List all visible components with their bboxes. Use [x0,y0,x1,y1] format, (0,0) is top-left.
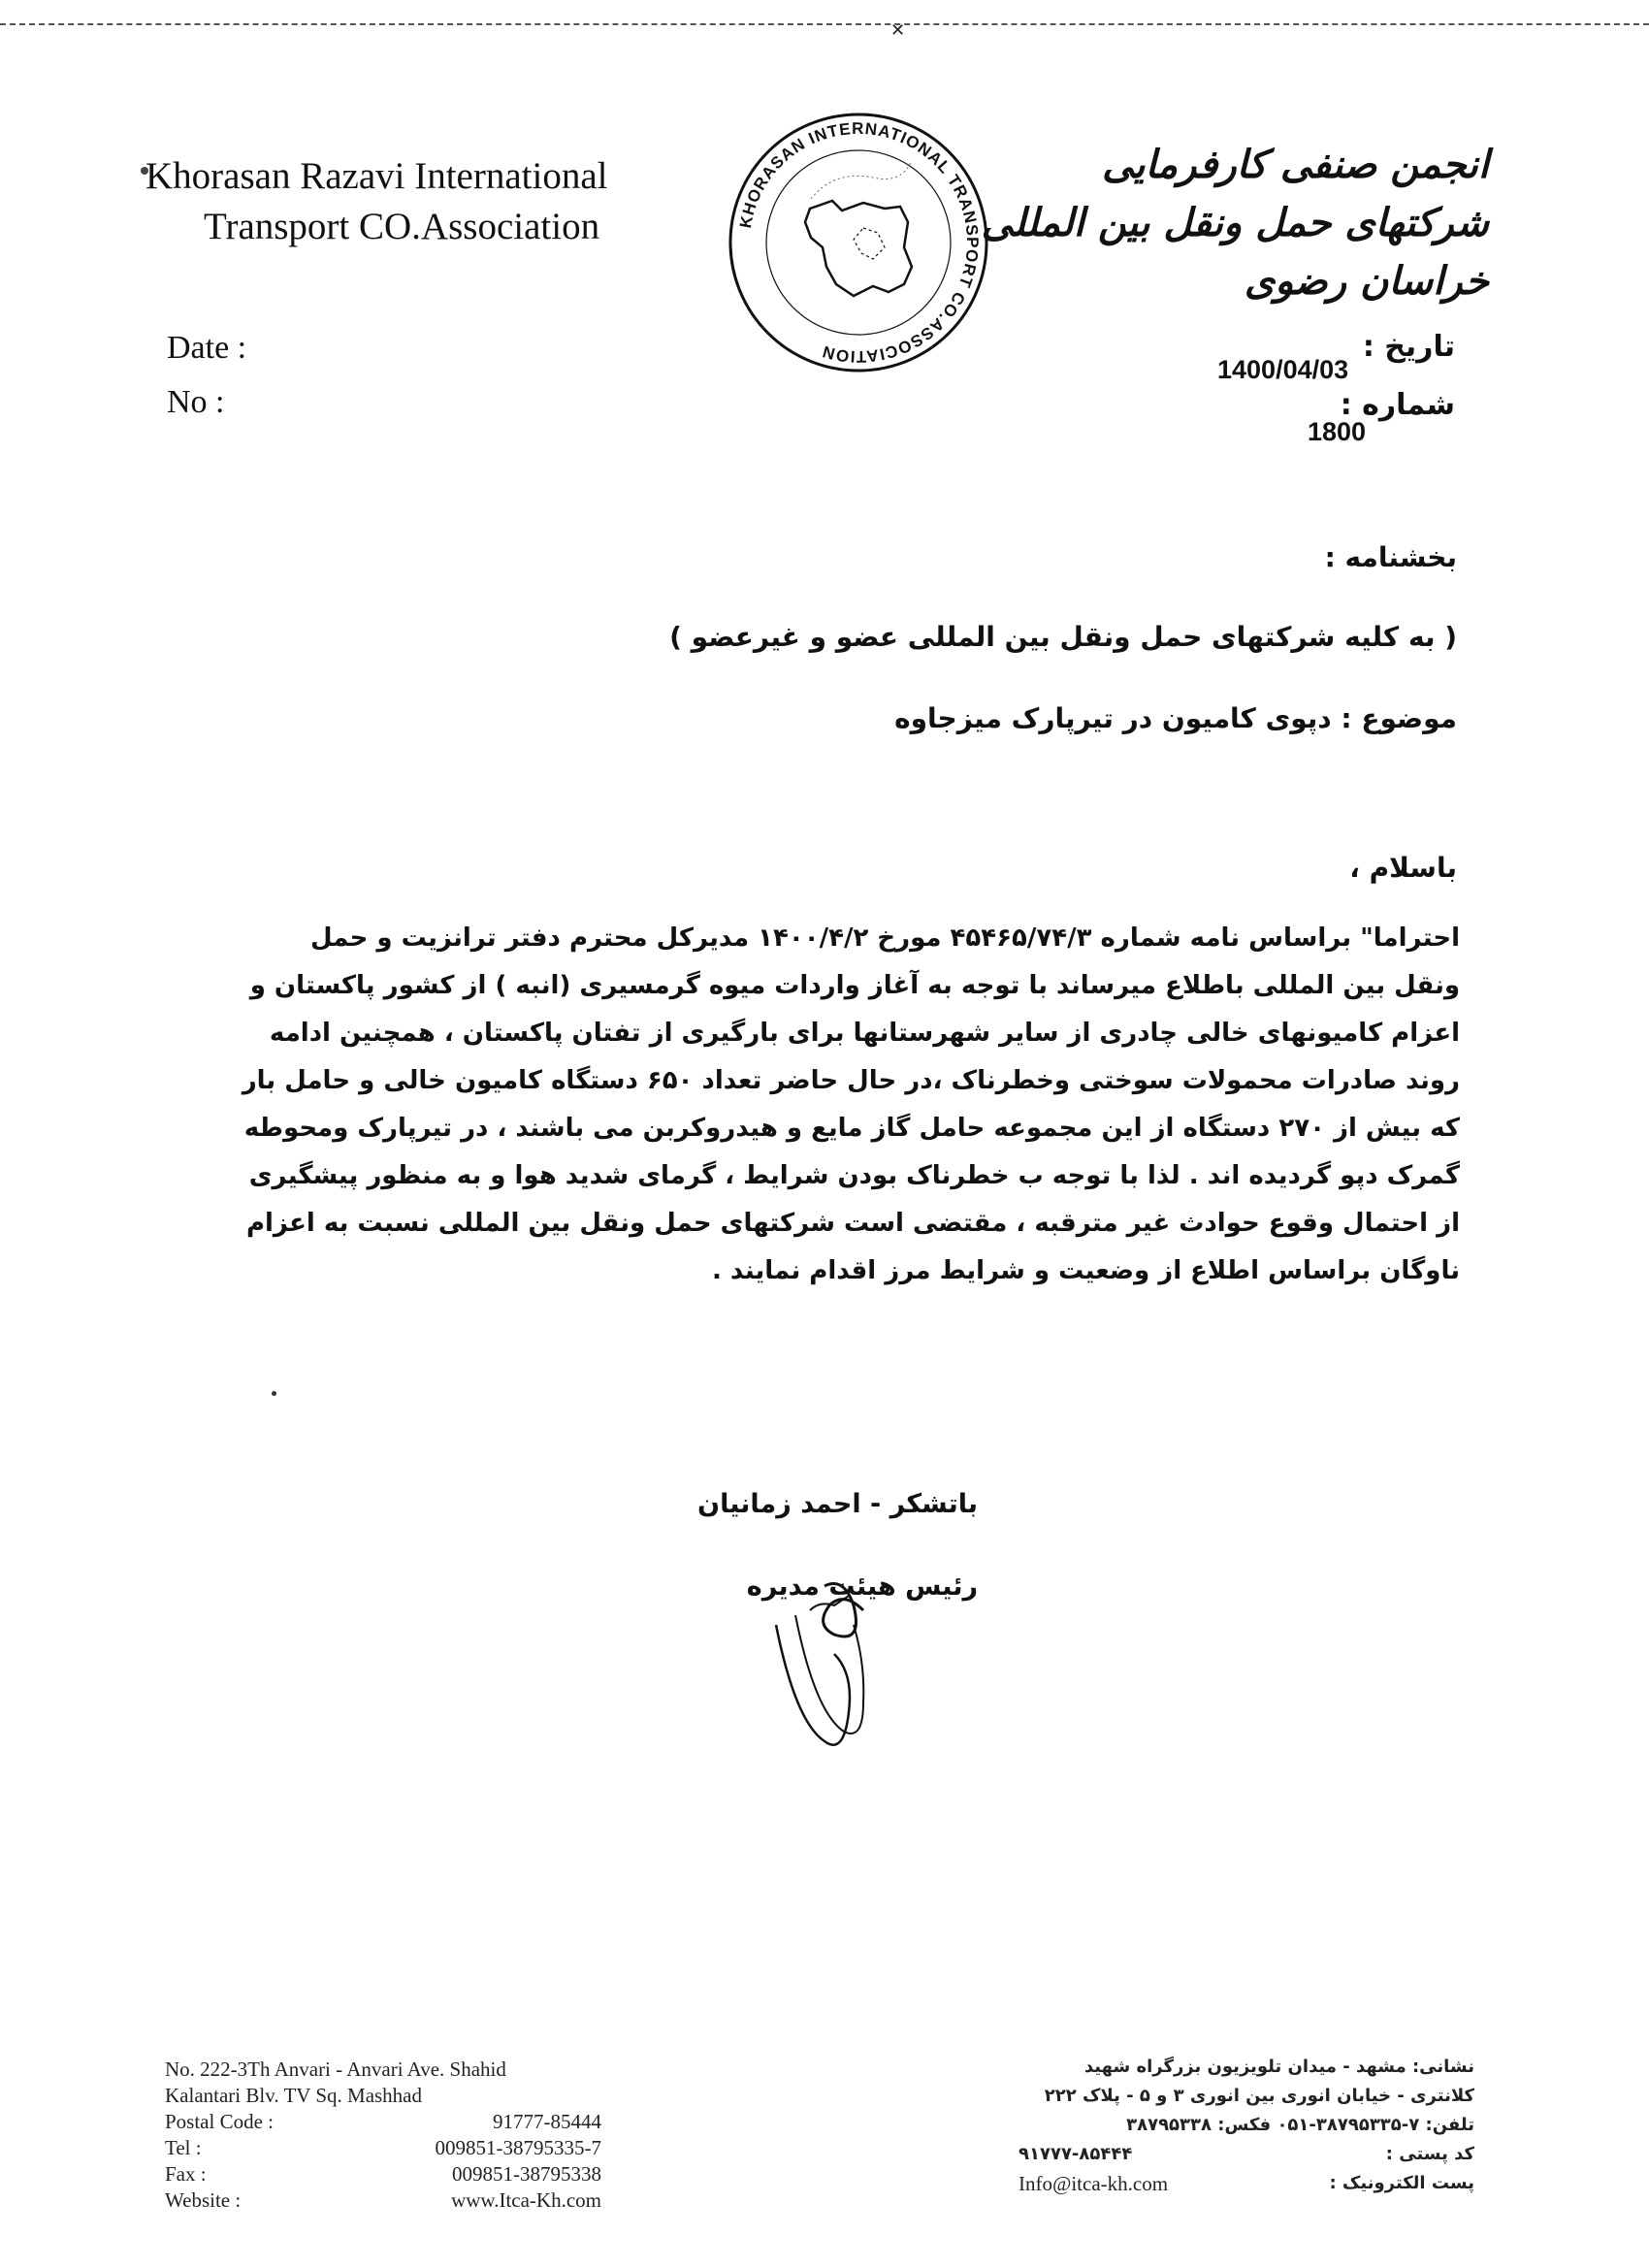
header-english-line1: Khorasan Razavi International [146,155,608,197]
footer-tel-label: Tel : [165,2136,202,2159]
footer-postal-value: 91777-85444 [493,2110,601,2133]
body-line: که بیش از ۲۷۰ دستگاه از این مجموعه حامل گاز مایع و هیدروکربن می باشند ، در تیرپارک ومحوطه [243,1114,1460,1143]
number-value: 1800 [1308,417,1367,446]
footer-address-en-line1: No. 222-3Th Anvari - Anvari Ave. Shahid [165,2057,506,2081]
letter-recipients: ( به کلیه شرکتهای حمل ونقل بین المللی عضو و غیرعضو ) [669,621,1457,653]
footer-postal-fa-label: کد پستی : [1385,2144,1474,2164]
stray-mark [272,1391,276,1396]
letter-closing: باتشکر - احمد زمانیان [697,1489,978,1519]
top-dashed-rule [0,23,1649,25]
date-value: 1400/04/03 [1217,355,1349,384]
body-line: از احتمال وقوع حوادث غیر مترقبه ، مقتضی است شرکتهای حمل ونقل بین المللی نسبت به اعزام [245,1209,1460,1238]
footer-postal-label: Postal Code : [165,2110,275,2133]
footer-fax-row [165,2161,601,2187]
footer-email-fa-label: پست الکترونیک : [1329,2173,1474,2193]
letter-type-label: بخشنامه : [1324,541,1457,573]
date-label-en: Date : [167,330,247,366]
header-english-line2: Transport CO.Association [204,206,600,247]
date-label-fa: تاریخ : [1362,330,1455,364]
header-english-name [146,151,728,252]
body-line: گمرک دپو گردیده اند . لذا با توجه ب خطرناک بودن شرایط ، گرمای شدید هوا و به منظور پیشگیری [248,1161,1460,1190]
footer-contact-fa [1018,2053,1474,2198]
footer-fax-label: Fax : [165,2162,207,2186]
signer-title: رئیس هیئت مدیره [746,1571,978,1602]
number-label-fa: شماره : [1340,388,1455,422]
letter-body [155,915,1460,1295]
signature-scribble-icon [718,1567,941,1770]
footer-website-label: Website : [165,2188,242,2212]
logo-ring-text: KHORASAN INTERNATIONAL TRANSPORT CO.ASSOCIATION [735,118,983,367]
header-persian-name: انجمن صنفی کارفرمایی شرکتهای حمل ونقل بین المللی خراسان رضوی [981,142,1489,304]
footer-address-en-line2: Kalantari Blv. TV Sq. Mashhad [165,2084,423,2107]
body-line: ناوگان براساس اطلاع از وضعیت و شرایط مرز اقدام نمایند . [711,1256,1460,1285]
footer-address-fa-line1: نشانی: مشهد - میدان تلویزیون بزرگراه شهید [1083,2057,1474,2077]
footer-postal-fa-value: ۹۱۷۷۷-۸۵۴۴۴ [1018,2144,1133,2164]
number-label-en: No : [167,384,225,420]
footer-fax-value: 009851-38795338 [452,2162,601,2186]
body-line: اعزام کامیونهای خالی چادری از سایر شهرستانها برای بارگیری از تفتان پاکستان ، همچنین ادامه [269,1019,1460,1048]
footer-postal-row [165,2109,601,2135]
footer-tel-value: 009851-38795335-7 [435,2136,601,2159]
footer-website-row [165,2187,601,2214]
top-mark-icon: ✕ [890,20,906,41]
footer-email-fa-row [1018,2169,1474,2198]
footer-tel-row [165,2135,601,2161]
body-line: ونقل بین المللی باطلاع میرساند با توجه به آغاز واردات میوه گرمسیری (انبه ) از کشور پاکستان و [249,971,1460,1000]
footer-postal-fa-row [1018,2140,1474,2169]
body-line: روند صادرات محمولات سوختی وخطرناک ،در حال حاضر تعداد ۶۵۰ دستگاه کامیون خالی و حامل بار [242,1066,1460,1095]
letter-subject: موضوع : دپوی کامیون در تیرپارک میزجاوه [894,702,1457,734]
body-line: احتراما" براساس نامه شماره ۴۵۴۶۵/۷۴/۳ مورخ ۱۴۰۰/۴/۲ مدیرکل محترم دفتر ترانزیت و حمل [309,923,1460,953]
footer-contact-en [165,2057,601,2214]
handwritten-signature [718,1567,941,1770]
footer-email-value: Info@itca-kh.com [1018,2172,1169,2195]
letter-greeting: باسلام ، [1349,852,1457,884]
footer-address-fa-line2: کلانتری - خیابان انوری بین انوری ۳ و ۵ - پلاک ۲۲۲ [1044,2086,1474,2106]
footer-website-value: www.Itca-Kh.com [451,2188,601,2212]
footer-phone-fa: تلفن: ۷-۳۸۷۹۵۳۳۵-۰۵۱ فکس: ۳۸۷۹۵۳۳۸ [1126,2115,1474,2135]
